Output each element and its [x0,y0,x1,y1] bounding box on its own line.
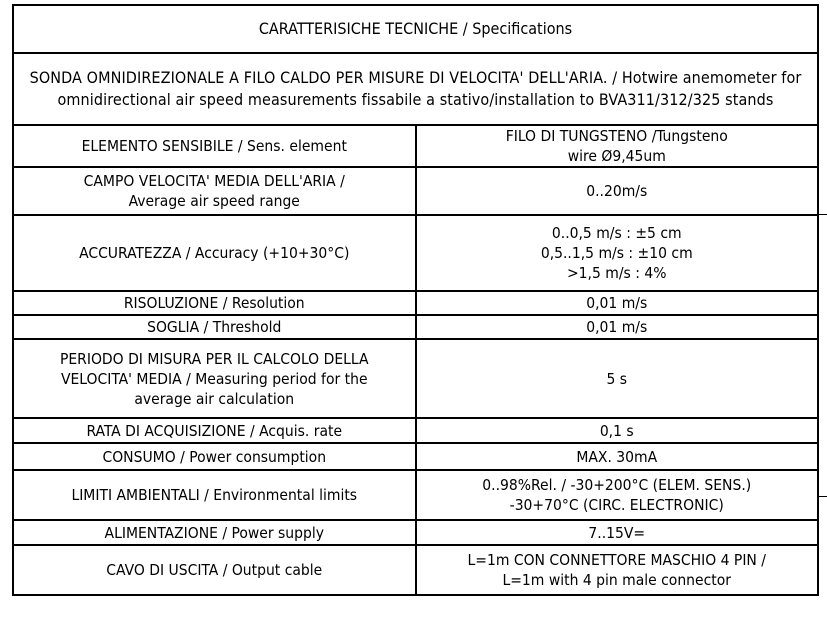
row-label [13,215,416,291]
label-line: RISOLUZIONE / Resolution [123,294,305,312]
label-line: average air calculation [134,389,295,408]
row-label [13,470,416,520]
description-row [13,53,818,125]
label-line: SOGLIA / Threshold [147,318,282,336]
title-row [13,5,818,53]
label-line: CONSUMO / Power consumption [102,447,327,466]
label-line: RATA DI ACQUISIZIONE / Acquis. rate [86,421,343,440]
row-resolution [13,291,818,315]
row-label [13,339,416,418]
label-line: LIMITI AMBIENTALI / Environmental limits [71,486,358,504]
row-measuring-period [13,339,818,418]
label-line: ALIMENTAZIONE / Power supply [104,523,324,542]
row-power-consumption [13,443,818,470]
row-environmental-limits [13,470,818,520]
product-description: SONDA OMNIDIREZIONALE A FILO CALDO PER MISURE DI VELOCITA' DELL'ARIA. / Hotwire anemometer for omnidirectional air speed measurements fissabile a stativo/installation to BVA311/312/325 stands [13,53,818,125]
row-label [13,520,416,545]
row-label [13,125,416,167]
row-label [13,167,416,215]
row-value [416,315,819,339]
label-line: PERIODO DI MISURA PER IL CALCOLO DELLA [59,349,369,368]
row-label [13,291,416,315]
row-label [13,418,416,443]
row-value [416,125,819,167]
value-line: -30+70°C (CIRC. ELECTRONIC) [509,496,724,514]
value-line: FILO DI TUNGSTENO /Tungsteno [505,127,728,145]
label-line: CAVO DI USCITA / Output cable [106,561,323,579]
spec-sheet [12,4,819,615]
value-line: 0,5..1,5 m/s : ±10 cm [540,244,693,262]
label-line: VELOCITA' MEDIA / Measuring period for the [60,369,368,388]
row-speed-range [13,167,818,215]
edge-tick-mark [819,214,827,215]
row-threshold [13,315,818,339]
row-value [416,545,819,595]
row-accuracy [13,215,818,291]
value-line: L=1m CON CONNETTORE MASCHIO 4 PIN / [467,551,766,569]
value-line: L=1m with 4 pin male connector [502,571,731,589]
label-line: ELEMENTO SENSIBILE / Sens. element [81,137,347,155]
label-line: Average air speed range [128,192,300,210]
label-line: ACCURATEZZA / Accuracy (+10+30°C) [79,244,350,262]
row-value [416,215,819,291]
table-title: CARATTERISICHE TECNICHE / Specifications [13,5,818,53]
spec-table [12,4,819,596]
value-line: 0,01 m/s [586,294,648,312]
value-line: >1,5 m/s : 4% [566,264,667,282]
row-value [416,520,819,545]
value-line: 5 s [606,369,628,388]
row-value [416,291,819,315]
label-line: CAMPO VELOCITA' MEDIA DELL'ARIA / [83,172,345,190]
row-value [416,443,819,470]
row-value [416,418,819,443]
value-line: 7..15V= [588,523,646,542]
value-line: 0,1 s [599,421,634,440]
row-output-cable [13,545,818,595]
row-label [13,443,416,470]
value-line: 0,01 m/s [586,318,648,336]
value-line: MAX. 30mA [576,447,658,466]
row-label [13,315,416,339]
value-line: 0..0,5 m/s : ±5 cm [551,224,682,242]
row-acquisition-rate [13,418,818,443]
value-line: wire Ø9,45um [567,147,666,165]
row-value [416,167,819,215]
row-label [13,545,416,595]
row-power-supply [13,520,818,545]
value-line: 0..98%Rel. / -30+200°C (ELEM. SENS.) [482,476,752,494]
row-sensing-element [13,125,818,167]
edge-tick-mark [819,496,827,497]
row-value [416,470,819,520]
value-line: 0..20m/s [586,182,648,200]
row-value [416,339,819,418]
